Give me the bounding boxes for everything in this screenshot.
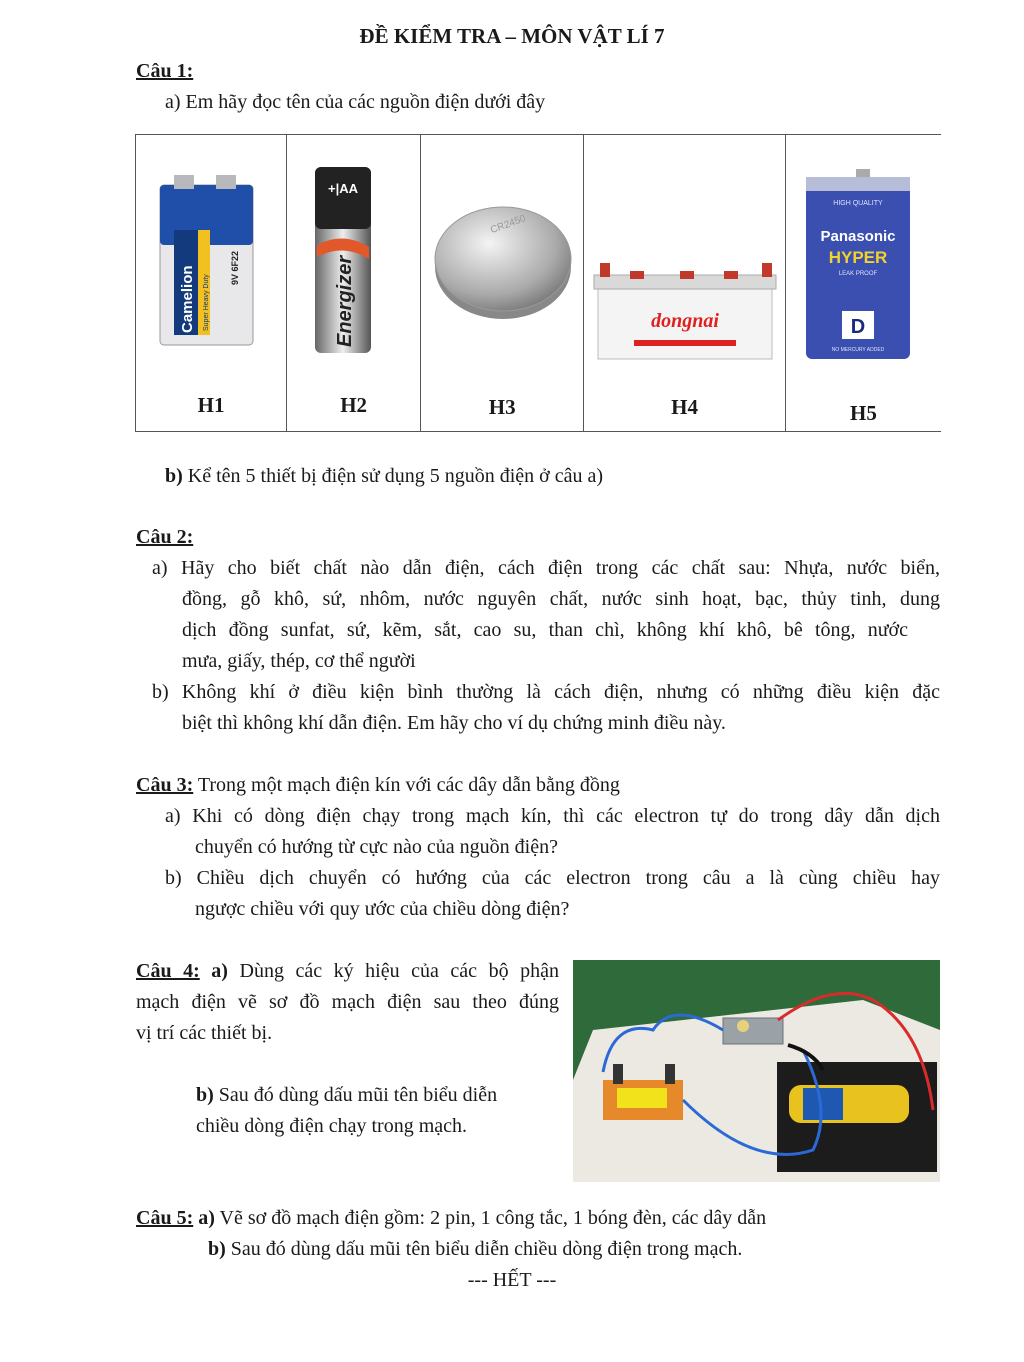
battery-9v-image <box>136 135 287 432</box>
h1-spec-text: 9V 6F22 <box>230 250 240 285</box>
h5-note-text: HIGH QUALITY <box>833 200 883 207</box>
battery-figure-table <box>135 134 941 432</box>
question-1-label: Câu 1: <box>136 60 194 82</box>
h5-mercury-text: NO MERCURY ADDED <box>831 347 885 353</box>
question-5a-text: Câu 5: a) Vẽ sơ đồ mạch điện gồm: 2 pin, 1 công tắc, 1 bóng đèn, các dây dẫn <box>136 1207 767 1229</box>
h2-brand-text: Energizer <box>334 255 357 347</box>
figure-label-h4: H4 <box>671 395 698 419</box>
figure-cell-h3 <box>421 135 584 432</box>
page-title: ĐỀ KIỂM TRA – MÔN VẬT LÍ 7 <box>359 24 665 48</box>
car-battery-image <box>584 135 786 432</box>
circuit-photo-drawing <box>573 960 940 1182</box>
question-4a-line-1: Câu 4: a) Dùng các ký hiệu của các bộ phận <box>136 960 559 982</box>
question-2-label: Câu 2: <box>136 526 194 548</box>
question-2a-line-1: a) Hãy cho biết chất nào dẫn điện, cách điện trong các chất sau: Nhựa, nước biển, <box>152 557 940 579</box>
question-1b-text: b) Kể tên 5 thiết bị điện sử dụng 5 nguồn điện ở câu a) <box>165 465 604 487</box>
question-3a-line-2: chuyển có hướng từ cực nào của nguồn điện? <box>195 836 558 858</box>
question-2a-line-3: dịch đồng sunfat, sứ, kẽm, sắt, cao su, than chì, không khí khô, bê tông, nước <box>182 619 908 641</box>
h5-brand-text: Panasonic <box>820 228 896 245</box>
question-4b-line-1: b) Sau đó dùng dấu mũi tên biểu diễn <box>196 1084 498 1106</box>
svg-text:+|AA: +|AA <box>328 181 359 196</box>
h1-brand-text: Camelion <box>179 265 196 333</box>
question-2a-line-2: đồng, gỗ khô, sứ, nhôm, nước nguyên chất, nước sinh hoạt, bạc, thủy tinh, dung <box>182 588 940 610</box>
question-4b-line-2: chiều dòng điện chạy trong mạch. <box>196 1115 468 1137</box>
figure-cell-h2 <box>287 135 421 432</box>
h5-leak-text: LEAK PROOF <box>838 271 878 277</box>
question-3-heading: Câu 3: Trong một mạch điện kín với các dây dẫn bằng đồng <box>136 774 620 796</box>
question-2b-line-2: biệt thì không khí dẫn điện. Em hãy cho ví dụ chứng minh điều này. <box>182 712 726 734</box>
h2-spec-text: AA <box>339 181 359 196</box>
figure-label-h5: H5 <box>850 401 877 425</box>
question-4a-line-3: vị trí các thiết bị. <box>136 1022 273 1044</box>
question-2a-line-4: mưa, giấy, thép, cơ thể người <box>182 650 416 672</box>
d-cell-image <box>786 135 942 432</box>
end-marker: --- HẾT --- <box>467 1269 557 1291</box>
figure-label-h3: H3 <box>488 395 516 419</box>
question-3b-line-2: ngược chiều với quy ước của chiều dòng điện? <box>195 898 570 920</box>
question-3b-line-1: b) Chiều dịch chuyển có hướng của các electron trong câu a là cùng chiều hay <box>165 867 940 889</box>
h1-sub-text: Super Heavy Duty <box>203 274 210 331</box>
figure-cell-h1 <box>136 135 287 432</box>
h3-engraving-text: CR2450 <box>489 213 528 237</box>
h5-size-text: D <box>850 316 866 338</box>
h4-brand-text: dongnai <box>651 310 720 332</box>
question-2b-line-1: b) Không khí ở điều kiện bình thường là cách điện, nhưng có những điều kiện đặc <box>152 681 940 703</box>
figure-cell-h4 <box>584 135 786 432</box>
coin-cell-image <box>421 135 584 432</box>
question-4a-line-2: mạch điện vẽ sơ đồ mạch điện sau theo đúng <box>136 991 559 1013</box>
battery-aa-image <box>287 135 421 432</box>
question-1a-text: a) Em hãy đọc tên của các nguồn điện dưới đây <box>165 91 546 113</box>
h5-model-text: HYPER <box>828 248 888 267</box>
figure-label-h2: H2 <box>340 393 368 417</box>
figure-label-h1: H1 <box>197 393 225 417</box>
question-3a-line-1: a) Khi có dòng điện chạy trong mạch kín, thì các electron tự do trong dây dẫn dịch <box>165 805 940 827</box>
figure-cell-h5 <box>785 135 941 432</box>
circuit-photo <box>573 960 940 1182</box>
question-5b-text: b) Sau đó dùng dấu mũi tên biểu diễn chiều dòng điện trong mạch. <box>208 1238 743 1260</box>
